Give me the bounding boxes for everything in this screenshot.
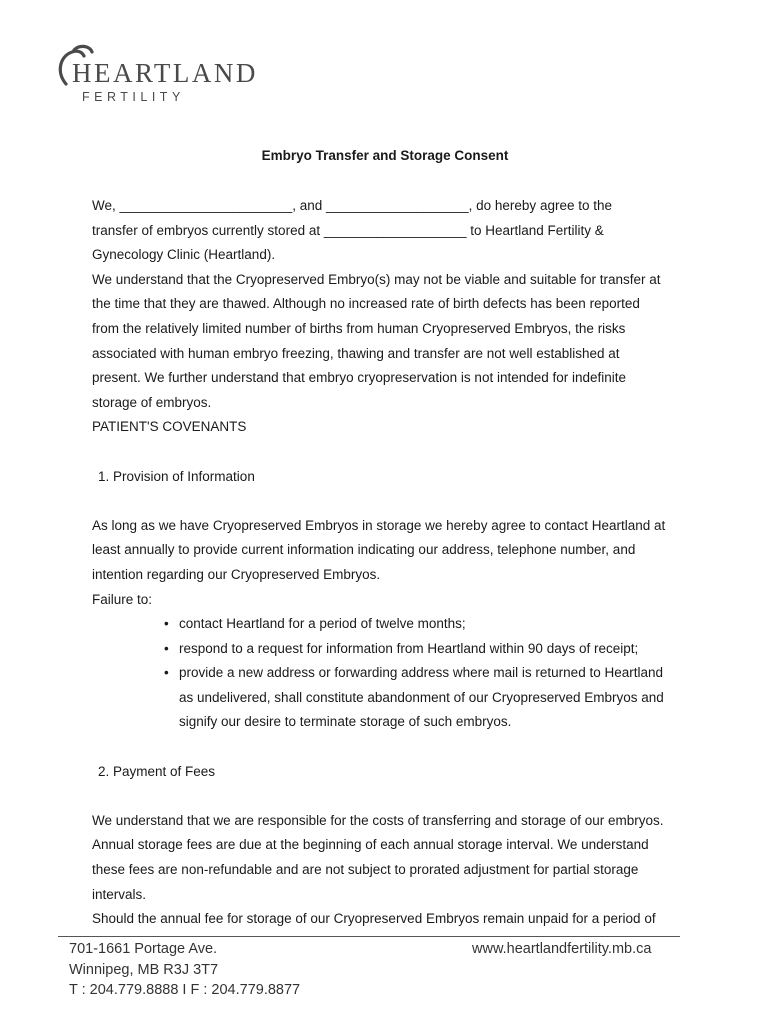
document-body xyxy=(92,194,692,932)
bullet-text: provide a new address or forwarding address where mail is returned to Heartland xyxy=(179,665,663,681)
spacer xyxy=(92,489,692,514)
section1-line: intention regarding our Cryopreserved Embryos. xyxy=(92,566,381,582)
footer-address-line-2: Winnipeg, MB R3J 3T7 xyxy=(69,961,219,978)
section1-line: least annually to provide current information indicating our address, telephone number, and xyxy=(92,542,636,558)
bullet-item xyxy=(92,637,692,662)
clinic-logo xyxy=(52,44,292,108)
intro-transfer: transfer of embryos currently stored at xyxy=(92,222,324,238)
spacer xyxy=(92,735,692,760)
section2-line: Should the annual fee for storage of our Cryopreserved Embryos remain unpaid for a period of xyxy=(92,911,656,927)
bullet-continuation: as undelivered, shall constitute abandonment of our Cryopreserved Embryos and xyxy=(179,689,664,705)
name-blank-2[interactable]: ___________________ xyxy=(325,198,469,213)
location-blank[interactable]: ___________________ xyxy=(323,222,467,238)
section-2-heading: 2. Payment of Fees xyxy=(98,763,216,779)
covenants-heading: PATIENT'S COVENANTS xyxy=(92,419,247,435)
section-1-heading: 1. Provision of Information xyxy=(98,468,255,484)
bullet-icon: • xyxy=(164,665,169,681)
intro-end: , do hereby agree to the xyxy=(468,198,612,213)
document-title: Embryo Transfer and Storage Consent xyxy=(261,148,509,163)
para1-line: present. We further understand that embryo cryopreservation is not intended for indefinite xyxy=(92,370,627,386)
intro-we: We, xyxy=(92,198,120,213)
bullet-text: respond to a request for information from Heartland within 90 days of receipt; xyxy=(179,640,639,656)
bullet-icon: • xyxy=(164,616,169,632)
spacer xyxy=(92,784,692,809)
para1-line: from the relatively limited number of births from human Cryopreserved Embryos, the risks xyxy=(92,320,626,336)
intro-to-heartland: to Heartland Fertility & xyxy=(466,222,604,238)
footer-phone-fax: T : 204.779.8888 I F : 204.779.8877 xyxy=(69,982,301,998)
section2-line: We understand that we are responsible for the costs of transferring and storage of our embryos. xyxy=(92,812,664,828)
bullet-icon: • xyxy=(164,640,169,656)
intro-line-1 xyxy=(92,194,692,219)
para1-line: We understand that the Cryopreserved Embryo(s) may not be viable and suitable for transfer at xyxy=(92,271,661,287)
section1-line: As long as we have Cryopreserved Embryos in storage we hereby agree to contact Heartland at xyxy=(92,517,666,533)
section2-line: intervals. xyxy=(92,886,147,902)
bullet-item xyxy=(92,612,692,637)
intro-line-3: Gynecology Clinic (Heartland). xyxy=(92,247,276,263)
name-blank-1[interactable]: _______________________ xyxy=(119,198,293,213)
footer-website[interactable]: www.heartlandfertility.mb.ca xyxy=(472,941,652,957)
bullet-continuation: signify our desire to terminate storage of such embryos. xyxy=(179,714,512,730)
section2-line: Annual storage fees are due at the beginning of each annual storage interval. We understand xyxy=(92,837,649,853)
bullet-item xyxy=(92,661,692,686)
para1-line: the time that they are thawed. Although no increased rate of birth defects has been reported xyxy=(92,296,640,312)
failure-to-label: Failure to: xyxy=(92,591,153,607)
logo-name: HEARTLAND xyxy=(72,58,258,88)
intro-line-2 xyxy=(92,219,692,244)
bullet-text: contact Heartland for a period of twelve months; xyxy=(179,616,466,632)
para1-line: associated with human embryo freezing, thawing and transfer are not well established at xyxy=(92,345,620,361)
intro-and: , and xyxy=(292,198,326,213)
footer-divider xyxy=(58,936,680,937)
section2-line: these fees are non-refundable and are not subject to prorated adjustment for partial storage xyxy=(92,862,639,878)
footer-address xyxy=(69,939,300,1001)
logo-subtitle: FERTILITY xyxy=(82,90,185,104)
spacer xyxy=(92,440,692,465)
footer-address-line-1: 701-1661 Portage Ave. xyxy=(69,941,218,957)
para1-line: storage of embryos. xyxy=(92,394,212,410)
